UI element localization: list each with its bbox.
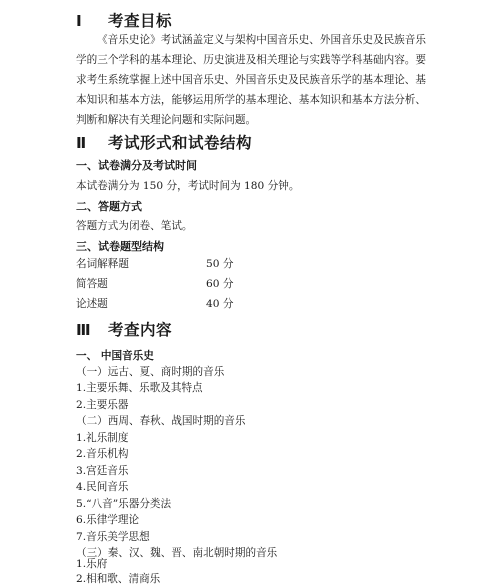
content-item: 6.乐律学理论 [76,514,140,526]
question-type-row [76,296,256,312]
section-3-number: Ⅲ [76,321,92,339]
content-subsection: （三）秦、汉、魏、晋、南北朝时期的音乐 [76,547,278,559]
content-item: 1.主要乐舞、乐歌及其特点 [76,382,203,394]
section-1-heading [76,9,172,31]
section-2-title: 考试形式和试卷结构 [108,134,253,152]
question-type-score: 50 分 [206,258,234,270]
answer-method-text: 答题方式为闭卷、笔试。 [76,220,193,232]
full-score-text: 本试卷满分为 150 分，考试时间为 180 分钟。 [76,180,300,192]
question-type-row [76,276,256,292]
section-2-number: Ⅱ [76,134,87,152]
question-type-score: 40 分 [206,298,234,310]
part-heading-chinese-music-history: 一、 中国音乐史 [76,350,154,362]
question-type-score: 60 分 [206,278,234,290]
content-item: 1.乐府 [76,558,108,570]
section-1-number: Ⅰ [76,12,83,30]
content-subsection: （一）远古、夏、商时期的音乐 [76,366,225,378]
content-item: 2.主要乐器 [76,399,129,411]
content-item: 2.音乐机构 [76,448,129,460]
content-item: 1.礼乐制度 [76,432,129,444]
section-2-heading [76,131,252,153]
sub-heading-full-score: 一、试卷满分及考试时间 [76,159,197,172]
sub-heading-answer-method: 二、答题方式 [76,200,142,213]
section-3-heading [76,318,172,340]
section-1-paragraph: 《音乐史论》考试涵盖定义与架构中国音乐史、外国音乐史及民族音乐学的三个学科的基本理论、历史演进及相关理论与实践等学科基础内容。要求考生系统掌握上述中国音乐史、外国音乐史及民族音乐学的基本理论、基本知识和基本方法，能够运用所学的基本理论、基本知识和基本方法分析、判断和解决有关理论问题和实际问题。 [76,34,426,126]
content-item: 3.宫廷音乐 [76,465,129,477]
section-3-title: 考查内容 [108,321,173,339]
content-item: 7.音乐美学思想 [76,531,150,543]
question-type-name: 名词解释题 [76,258,129,270]
sub-heading-question-types: 三、试卷题型结构 [76,240,164,253]
question-type-name: 简答题 [76,278,108,290]
question-type-row [76,256,256,272]
section-1-title: 考查目标 [108,12,173,30]
content-subsection: （二）西周、春秋、战国时期的音乐 [76,415,246,427]
question-type-name: 论述题 [76,298,108,310]
content-item: 2.相和歌、清商乐 [76,573,161,585]
content-item: 4.民间音乐 [76,481,129,493]
content-item: 5.“八音”乐器分类法 [76,498,172,510]
